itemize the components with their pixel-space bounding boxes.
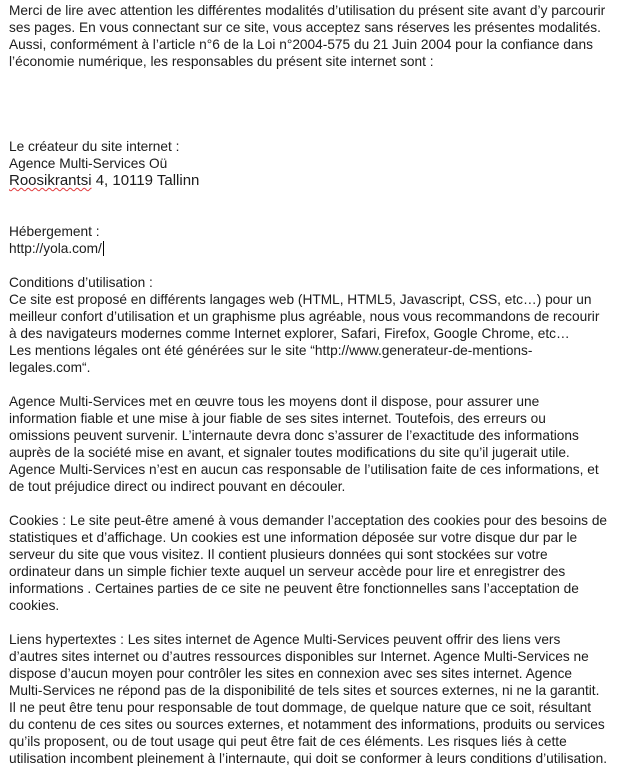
text-line: Ce site est proposé en différents langages web (HTML, HTML5, Javascript, CSS, etc…) pour un: [9, 292, 592, 307]
text-line: auprès de la société mise en avant, et signaler toutes modifications du site qu’il jugerait utile.: [9, 445, 570, 460]
text-line: Agence Multi-Services n’est en aucun cas responsable de l’utilisation faite de ces informations, et: [9, 462, 599, 477]
links-paragraph: [9, 631, 619, 767]
text-line: Agence Multi-Services met en œuvre tous les moyens dont il dispose, pour assurer une: [9, 394, 540, 409]
text-line: Multi-Services ne répond pas de la disponibilité de tels sites et sources externes, ni ne la garantit.: [9, 683, 600, 698]
hosting-section: [9, 223, 619, 257]
text-line: informations . Certaines parties de ce site ne peuvent être fonctionnelles sans l’acceptation de: [9, 581, 579, 596]
creator-section: [9, 138, 619, 189]
blank-space: [9, 87, 619, 138]
text-line: qu’ils proposent, ou de tout usage qui peut être fait de ces éléments. Les risques liés à cette: [9, 734, 567, 749]
responsibility-paragraph: [9, 393, 619, 495]
creator-address: [9, 172, 619, 189]
spellcheck-underlined-word[interactable]: Roosikrantsi: [9, 172, 92, 189]
text-line: de tout préjudice direct ou indirect pouvant en découler.: [9, 479, 346, 494]
conditions-section: [9, 274, 619, 376]
text-line: à des navigateurs modernes comme Internet explorer, Safari, Firefox, Google Chrome, etc…: [9, 326, 570, 341]
address-rest: 4, 10119 Tallinn: [91, 172, 200, 189]
creator-label: Le créateur du site internet :: [9, 139, 180, 154]
hosting-url: http://yola.com/: [9, 241, 102, 256]
text-line: omissions peuvent survenir. L’internaute devra donc s’assurer de l’exactitude des informations: [9, 428, 579, 443]
text-line: meilleur confort d’utilisation et un graphisme plus agréable, nous vous recommandons de recourir: [9, 309, 600, 324]
cookies-paragraph: [9, 512, 619, 614]
text-line: Il ne peut être tenu pour responsable de tout dommage, de quelque nature que ce soit, résultant: [9, 700, 592, 715]
text-line: Merci de lire avec attention les différentes modalités d’utilisation du présent site avant d’y parcourir: [9, 3, 606, 18]
text-line: dispose d’aucun moyen pour contrôler les sites en connexion avec ses sites internet. Agence: [9, 666, 573, 681]
text-line: ses pages. En vous connectant sur ce site, vous acceptez sans réserves les présentes modalités.: [9, 20, 601, 35]
text-line: Les mentions légales ont été générées sur le site “http://www.generateur-de-mentions-: [9, 343, 533, 358]
text-line: d’autres sites internet ou d’autres ressources disponibles sur Internet. Agence Multi-Services ne: [9, 649, 589, 664]
text-line: Cookies : Le site peut-être amené à vous demander l’acceptation des cookies pour des besoins de: [9, 513, 608, 528]
text-line: Liens hypertextes : Les sites internet de Agence Multi-Services peuvent offrir des liens vers: [9, 632, 561, 647]
text-line: ordinateur dans un simple fichier texte auquel un serveur accède pour lire et enregistrer des: [9, 564, 566, 579]
text-line: information fiable et une mise à jour fiable de ses sites internet. Toutefois, des erreurs ou: [9, 411, 546, 426]
text-line: du contenu de ces sites ou sources externes, et notamment des informations, produits ou services: [9, 717, 605, 732]
creator-company: Agence Multi-Services Oü: [9, 156, 168, 171]
hosting-url-line: [9, 240, 619, 257]
blank-space: [9, 206, 619, 223]
intro-paragraph: [9, 2, 619, 70]
hosting-label: Hébergement :: [9, 224, 100, 239]
text-line: Aussi, conformément à l’article n°6 de la Loi n°2004-575 du 21 Juin 2004 pour la confiance dans: [9, 37, 593, 52]
text-line: utilisation incombent pleinement à l’internaute, qui doit se conformer à leurs conditions d’utilisation.: [9, 751, 608, 766]
document-body[interactable]: [9, 2, 619, 784]
text-cursor: [103, 241, 104, 256]
text-line: l’économie numérique, les responsables du présent site internet sont :: [9, 54, 434, 69]
text-line: cookies.: [9, 598, 60, 613]
text-line: statistiques et d’affichage. Un cookies est une information déposée sur votre disque dur par le: [9, 530, 578, 545]
text-line: serveur du site que vous visitez. Il contient plusieurs données qui sont stockées sur votre: [9, 547, 548, 562]
conditions-label: Conditions d’utilisation :: [9, 275, 153, 290]
text-line: legales.com“.: [9, 360, 91, 375]
